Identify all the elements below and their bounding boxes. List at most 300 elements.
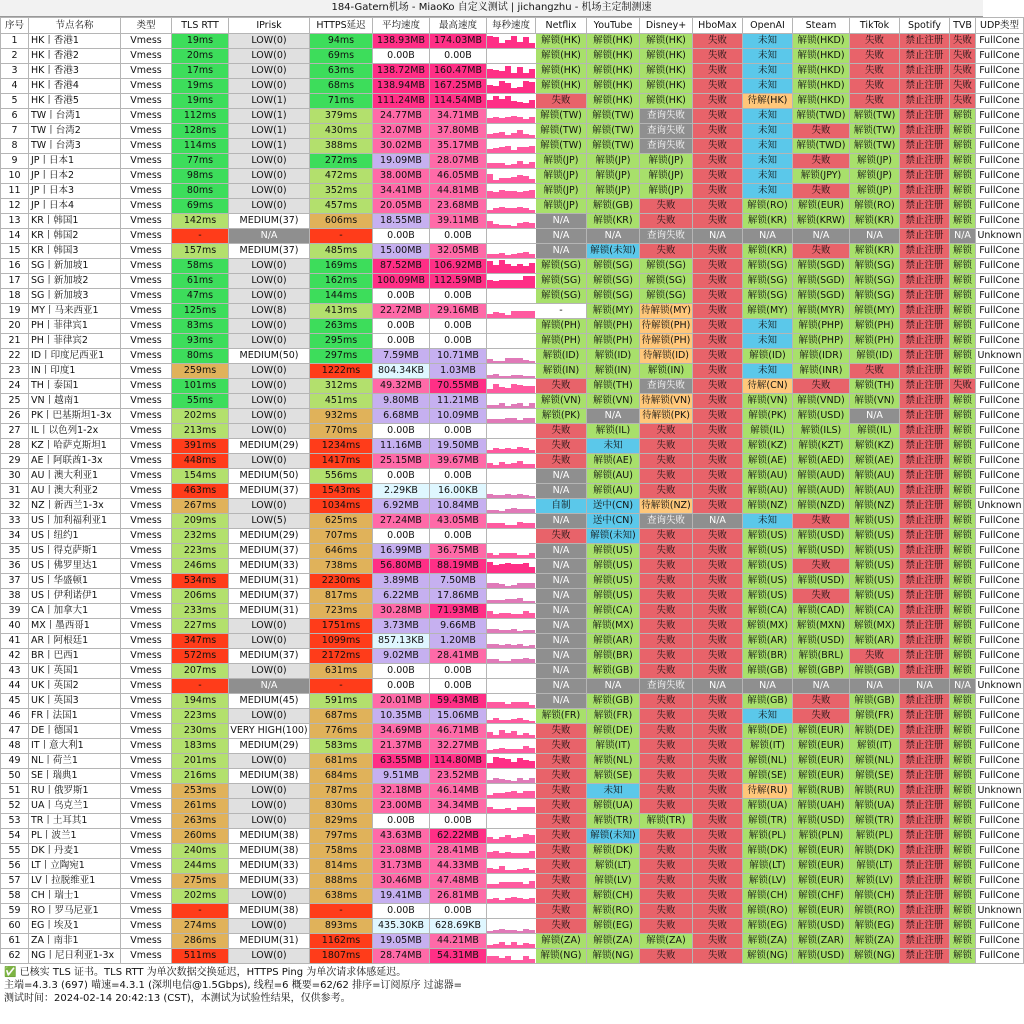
sparkline-bar [487, 852, 493, 858]
speed-sparkline [487, 259, 536, 273]
cell-hbomax: 失败 [693, 64, 743, 79]
cell-youtube: 解锁(TW) [587, 139, 640, 154]
cell-steam: 解锁(HKD) [793, 49, 850, 64]
cell-steam: 解锁(HKD) [793, 64, 850, 79]
sparkline-bar [487, 807, 493, 813]
sparkline-bar [505, 358, 511, 363]
sparkline-bar [487, 450, 493, 453]
cell-udp-type: FullCone [976, 379, 1024, 394]
cell-netflix: N/A [536, 649, 587, 664]
cell-iprisk: LOW(0) [229, 454, 310, 469]
sparkline-bar [487, 100, 493, 108]
cell-spotify: 禁止注册 [900, 649, 950, 664]
cell-steam: 解锁(VND) [793, 394, 850, 409]
cell-openai: 解锁(IL) [743, 424, 793, 439]
sparkline-bar [493, 465, 499, 468]
speed-sparkline [487, 454, 536, 468]
cell-spotify: 禁止注册 [900, 64, 950, 79]
cell-avg-speed: 30.28MB [373, 604, 430, 619]
cell-index: 32 [1, 499, 29, 514]
cell-type: Vmess [121, 709, 172, 724]
sparkline-bar [499, 779, 505, 783]
cell-netflix: N/A [536, 559, 587, 574]
cell-max-speed: 10.84MB [430, 499, 487, 514]
sparkline-bar [499, 376, 505, 378]
cell-openai: 解锁(MX) [743, 619, 793, 634]
cell-openai: 解锁(US) [743, 559, 793, 574]
cell-iprisk: LOW(0) [229, 364, 310, 379]
cell-tiktok: 失败 [850, 364, 900, 379]
cell-https-latency: 797ms [310, 829, 373, 844]
sparkline-bar [505, 191, 511, 198]
cell-type: Vmess [121, 859, 172, 874]
cell-openai: 解锁(LV) [743, 874, 793, 889]
cell-max-speed: 29.16MB [430, 304, 487, 319]
cell-udp-type: FullCone [976, 559, 1024, 574]
cell-tls-rtt: 83ms [172, 319, 229, 334]
cell-per-second-speed [487, 109, 536, 124]
cell-max-speed: 167.25MB [430, 79, 487, 94]
sparkline-bar [493, 495, 499, 498]
cell-netflix: 自制 [536, 499, 587, 514]
cell-hbomax: 失败 [693, 274, 743, 289]
cell-iprisk: LOW(0) [229, 79, 310, 94]
cell-per-second-speed [487, 319, 536, 334]
sparkline-bar [523, 37, 529, 48]
speed-sparkline [487, 364, 536, 378]
cell-tiktok: 解锁(GB) [850, 694, 900, 709]
cell-spotify: 禁止注册 [900, 484, 950, 499]
sparkline-background [487, 49, 536, 63]
sparkline-bar [529, 851, 535, 858]
cell-spotify: 禁止注册 [900, 619, 950, 634]
cell-netflix: 失败 [536, 739, 587, 754]
cell-hbomax: N/A [693, 229, 743, 244]
cell-avg-speed: 804.34KB [373, 364, 430, 379]
cell-spotify: 禁止注册 [900, 394, 950, 409]
sparkline-bar [511, 585, 517, 588]
cell-max-speed: 628.69KB [430, 919, 487, 934]
cell-udp-type: FullCone [976, 649, 1024, 664]
cell-disney: 失败 [640, 829, 693, 844]
sparkline-bar [505, 720, 511, 723]
cell-max-speed: 46.14MB [430, 784, 487, 799]
cell-steam: 解锁(USD) [793, 544, 850, 559]
cell-youtube: 解锁(BR) [587, 649, 640, 664]
sparkline-bar [505, 586, 511, 588]
cell-max-speed: 47.48MB [430, 874, 487, 889]
cell-tls-rtt: 202ms [172, 409, 229, 424]
header-spotify: Spotify [900, 18, 950, 34]
sparkline-bar [523, 780, 529, 783]
cell-iprisk: LOW(0) [229, 619, 310, 634]
speed-sparkline [487, 409, 536, 423]
sparkline-bar [529, 870, 535, 873]
cell-tiktok: 解锁(FR) [850, 709, 900, 724]
cell-tls-rtt: 267ms [172, 499, 229, 514]
cell-tiktok: 解锁(TW) [850, 139, 900, 154]
cell-per-second-speed [487, 154, 536, 169]
cell-iprisk: MEDIUM(38) [229, 769, 310, 784]
cell-steam: 解锁(SGD) [793, 289, 850, 304]
sparkline-bar [517, 494, 523, 498]
cell-udp-type: FullCone [976, 919, 1024, 934]
table-row [1, 769, 1024, 784]
cell-index: 40 [1, 619, 29, 634]
cell-disney: 失败 [640, 529, 693, 544]
speed-sparkline [487, 724, 536, 738]
cell-disney: 失败 [640, 859, 693, 874]
sparkline-bar [517, 614, 523, 618]
window-title: 184-Gatern机场 - MiaoKo 自定义测试 | jichangzhu - 机场主定制测速 [0, 0, 983, 17]
cell-max-speed: 9.66MB [430, 619, 487, 634]
cell-tvb: 解锁 [950, 844, 976, 859]
cell-spotify: 禁止注册 [900, 844, 950, 859]
cell-udp-type: FullCone [976, 454, 1024, 469]
cell-https-latency: 556ms [310, 469, 373, 484]
sparkline-bar [487, 163, 493, 168]
cell-avg-speed: 16.99MB [373, 544, 430, 559]
cell-iprisk: MEDIUM(50) [229, 349, 310, 364]
cell-spotify: 禁止注册 [900, 934, 950, 949]
cell-https-latency: 1034ms [310, 499, 373, 514]
cell-tls-rtt: 244ms [172, 859, 229, 874]
speed-sparkline [487, 499, 536, 513]
sparkline-bar [493, 930, 499, 933]
cell-openai: 解锁(SE) [743, 769, 793, 784]
cell-youtube: 解锁(PH) [587, 319, 640, 334]
speed-sparkline [487, 619, 536, 633]
cell-node-name: JP丨日本4 [29, 199, 121, 214]
sparkline-bar [493, 448, 499, 453]
sparkline-bar [517, 280, 523, 288]
sparkline-bar [529, 898, 535, 903]
cell-youtube: 解锁(MX) [587, 619, 640, 634]
cell-avg-speed: 20.01MB [373, 694, 430, 709]
speed-sparkline [487, 49, 536, 63]
cell-index: 10 [1, 169, 29, 184]
cell-iprisk: LOW(0) [229, 199, 310, 214]
cell-max-speed: 46.05MB [430, 169, 487, 184]
sparkline-bar [505, 418, 511, 423]
sparkline-bar [511, 564, 517, 573]
cell-netflix: 解锁(JP) [536, 169, 587, 184]
cell-netflix: 解锁(TW) [536, 124, 587, 139]
cell-tvb: 解锁 [950, 484, 976, 499]
cell-tls-rtt: 209ms [172, 514, 229, 529]
sparkline-bar [505, 613, 511, 618]
speed-sparkline [487, 229, 536, 243]
cell-hbomax: 失败 [693, 649, 743, 664]
cell-spotify: 禁止注册 [900, 244, 950, 259]
cell-tvb: 解锁 [950, 169, 976, 184]
cell-per-second-speed [487, 454, 536, 469]
cell-tiktok: 解锁(ID) [850, 349, 900, 364]
cell-spotify: 禁止注册 [900, 739, 950, 754]
sparkline-bar [499, 361, 505, 363]
sparkline-bar [493, 839, 499, 843]
cell-avg-speed: 2.29KB [373, 484, 430, 499]
cell-udp-type: FullCone [976, 484, 1024, 499]
cell-max-speed: 0.00B [430, 289, 487, 304]
cell-https-latency: 583ms [310, 739, 373, 754]
cell-disney: 失败 [640, 439, 693, 454]
cell-openai: 解锁(GB) [743, 694, 793, 709]
sparkline-bar [511, 358, 517, 363]
cell-netflix: 解锁(PK) [536, 409, 587, 424]
cell-youtube: 解锁(HK) [587, 34, 640, 49]
cell-per-second-speed [487, 79, 536, 94]
cell-max-speed: 0.00B [430, 664, 487, 679]
table-row [1, 229, 1024, 244]
cell-https-latency: 814ms [310, 859, 373, 874]
cell-https-latency: 591ms [310, 694, 373, 709]
cell-iprisk: MEDIUM(37) [229, 649, 310, 664]
sparkline-bar [505, 733, 511, 738]
sparkline-bar [523, 509, 529, 513]
cell-https-latency: 1222ms [310, 364, 373, 379]
cell-node-name: DK丨丹麦1 [29, 844, 121, 859]
sparkline-bar [511, 882, 517, 888]
cell-udp-type: FullCone [976, 604, 1024, 619]
speed-sparkline [487, 289, 536, 303]
sparkline-bar [529, 376, 535, 378]
sparkline-bar [505, 661, 511, 663]
sparkline-bar [511, 150, 517, 153]
cell-https-latency: 472ms [310, 169, 373, 184]
footer-line-3: 测试时间：2024-02-14 20:42:13 (CST)，本测试为试验性结果，仅供参考。 [4, 993, 351, 1004]
sparkline-bar [505, 376, 511, 378]
cell-tvb: 解锁 [950, 859, 976, 874]
cell-max-speed: 0.00B [430, 229, 487, 244]
cell-tls-rtt: 101ms [172, 379, 229, 394]
table-row [1, 679, 1024, 694]
cell-tvb: 解锁 [950, 394, 976, 409]
cell-tiktok: 失败 [850, 94, 900, 109]
sparkline-background [487, 679, 536, 693]
cell-tvb: 解锁 [950, 949, 976, 964]
cell-spotify: 禁止注册 [900, 529, 950, 544]
sparkline-bar [499, 511, 505, 513]
cell-type: Vmess [121, 154, 172, 169]
table-row [1, 634, 1024, 649]
sparkline-bar [487, 600, 493, 603]
sparkline-bar [499, 942, 505, 948]
cell-disney: 失败 [640, 844, 693, 859]
sparkline-bar [505, 644, 511, 648]
sparkline-bar [511, 226, 517, 228]
table-row [1, 604, 1024, 619]
cell-udp-type: FullCone [976, 574, 1024, 589]
cell-tiktok: 解锁(US) [850, 574, 900, 589]
cell-openai: 解锁(PK) [743, 409, 793, 424]
cell-udp-type: FullCone [976, 664, 1024, 679]
cell-max-speed: 32.27MB [430, 739, 487, 754]
cell-spotify: 禁止注册 [900, 574, 950, 589]
cell-type: Vmess [121, 634, 172, 649]
speed-sparkline [487, 529, 536, 543]
sparkline-bar [487, 732, 493, 738]
cell-index: 22 [1, 349, 29, 364]
cell-iprisk: LOW(0) [229, 634, 310, 649]
sparkline-bar [511, 116, 517, 123]
cell-max-speed: 32.05MB [430, 244, 487, 259]
cell-https-latency: 2230ms [310, 574, 373, 589]
cell-disney: 待解锁(ID) [640, 349, 693, 364]
cell-spotify: 禁止注册 [900, 424, 950, 439]
cell-tiktok: 解锁(AE) [850, 454, 900, 469]
cell-type: Vmess [121, 214, 172, 229]
sparkline-bar [487, 702, 493, 708]
sparkline-bar [493, 600, 499, 603]
speed-sparkline [487, 799, 536, 813]
cell-hbomax: 失败 [693, 829, 743, 844]
cell-disney: 失败 [640, 769, 693, 784]
cell-tiktok: 解锁(AU) [850, 484, 900, 499]
cell-iprisk: LOW(0) [229, 889, 310, 904]
cell-tls-rtt: 263ms [172, 814, 229, 829]
sparkline-bar [487, 583, 493, 588]
sparkline-bar [517, 793, 523, 798]
cell-spotify: 禁止注册 [900, 79, 950, 94]
cell-disney: 失败 [640, 709, 693, 724]
cell-disney: 待解锁(NZ) [640, 499, 693, 514]
cell-hbomax: 失败 [693, 709, 743, 724]
sparkline-bar [505, 225, 511, 228]
cell-type: Vmess [121, 724, 172, 739]
sparkline-bar [511, 702, 517, 708]
cell-youtube: 解锁(IN) [587, 364, 640, 379]
cell-tvb: 解锁 [950, 214, 976, 229]
cell-hbomax: 失败 [693, 484, 743, 499]
sparkline-bar [511, 553, 517, 558]
sparkline-bar [499, 163, 505, 168]
header-max-speed: 最高速度 [430, 18, 487, 34]
cell-iprisk: MEDIUM(38) [229, 829, 310, 844]
cell-tiktok: 解锁(TH) [850, 379, 900, 394]
cell-hbomax: 失败 [693, 904, 743, 919]
cell-type: Vmess [121, 529, 172, 544]
cell-openai: 解锁(SG) [743, 289, 793, 304]
cell-index: 44 [1, 679, 29, 694]
cell-hbomax: 失败 [693, 874, 743, 889]
cell-hbomax: 失败 [693, 934, 743, 949]
cell-youtube: 解锁(ZA) [587, 934, 640, 949]
cell-tls-rtt: 253ms [172, 784, 229, 799]
cell-node-name: KR丨韩国3 [29, 244, 121, 259]
cell-openai: 未知 [743, 154, 793, 169]
cell-max-speed: 0.00B [430, 679, 487, 694]
sparkline-bar [487, 494, 493, 498]
cell-openai: 解锁(SG) [743, 259, 793, 274]
cell-avg-speed: 100.09MB [373, 274, 430, 289]
cell-node-name: KR丨韩国1 [29, 214, 121, 229]
sparkline-bar [517, 718, 523, 723]
cell-steam: 解锁(KRW) [793, 214, 850, 229]
cell-avg-speed: 7.59MB [373, 349, 430, 364]
cell-https-latency: 63ms [310, 64, 373, 79]
cell-steam: 解锁(PHP) [793, 319, 850, 334]
cell-tvb: 解锁 [950, 454, 976, 469]
sparkline-bar [487, 261, 493, 273]
cell-https-latency: 263ms [310, 319, 373, 334]
cell-openai: 未知 [743, 334, 793, 349]
cell-max-speed: 46.71MB [430, 724, 487, 739]
cell-max-speed: 28.41MB [430, 844, 487, 859]
cell-tvb: 解锁 [950, 274, 976, 289]
speed-sparkline [487, 154, 536, 168]
cell-steam: 解锁(EUR) [793, 904, 850, 919]
table-row [1, 409, 1024, 424]
cell-index: 54 [1, 829, 29, 844]
cell-per-second-speed [487, 589, 536, 604]
cell-disney: 解锁(JP) [640, 169, 693, 184]
sparkline-bar [529, 69, 535, 78]
cell-per-second-speed [487, 619, 536, 634]
cell-tiktok: 失败 [850, 64, 900, 79]
cell-max-speed: 88.19MB [430, 559, 487, 574]
sparkline-bar [505, 749, 511, 753]
cell-tvb: 解锁 [950, 424, 976, 439]
table-row [1, 739, 1024, 754]
cell-https-latency: 830ms [310, 799, 373, 814]
cell-tiktok: 解锁(NL) [850, 754, 900, 769]
cell-iprisk: LOW(0) [229, 394, 310, 409]
cell-tvb: 解锁 [950, 184, 976, 199]
sparkline-bar [505, 509, 511, 513]
cell-iprisk: LOW(0) [229, 169, 310, 184]
cell-type: Vmess [121, 514, 172, 529]
sparkline-bar [529, 959, 535, 963]
cell-avg-speed: 0.00B [373, 334, 430, 349]
sparkline-bar [499, 837, 505, 843]
cell-openai: 未知 [743, 34, 793, 49]
cell-spotify: 禁止注册 [900, 154, 950, 169]
cell-https-latency: 295ms [310, 334, 373, 349]
table-row [1, 859, 1024, 874]
cell-hbomax: 失败 [693, 889, 743, 904]
sparkline-bar [493, 192, 499, 198]
table-row [1, 724, 1024, 739]
cell-tvb: 解锁 [950, 199, 976, 214]
cell-node-name: UK丨英国1 [29, 664, 121, 679]
cell-iprisk: VERY HIGH(100) [229, 724, 310, 739]
cell-type: Vmess [121, 289, 172, 304]
cell-hbomax: 失败 [693, 799, 743, 814]
sparkline-bar [529, 567, 535, 573]
cell-https-latency: 1234ms [310, 439, 373, 454]
sparkline-bar [517, 311, 523, 318]
cell-disney: 解锁(SG) [640, 274, 693, 289]
sparkline-bar [517, 702, 523, 708]
header-index: 序号 [1, 18, 29, 34]
sparkline-bar [499, 495, 505, 498]
sparkline-bar [493, 374, 499, 378]
cell-tvb: 解锁 [950, 514, 976, 529]
sparkline-bar [511, 791, 517, 798]
cell-node-name: IN丨印度1 [29, 364, 121, 379]
cell-tiktok: 解锁(DE) [850, 724, 900, 739]
cell-index: 12 [1, 199, 29, 214]
cell-https-latency: 169ms [310, 259, 373, 274]
cell-udp-type: FullCone [976, 949, 1024, 964]
sparkline-bar [517, 898, 523, 903]
cell-udp-type: Unknown [976, 349, 1024, 364]
cell-index: 20 [1, 319, 29, 334]
cell-max-speed: 0.00B [430, 49, 487, 64]
cell-steam: 解锁(USD) [793, 574, 850, 589]
cell-spotify: 禁止注册 [900, 634, 950, 649]
